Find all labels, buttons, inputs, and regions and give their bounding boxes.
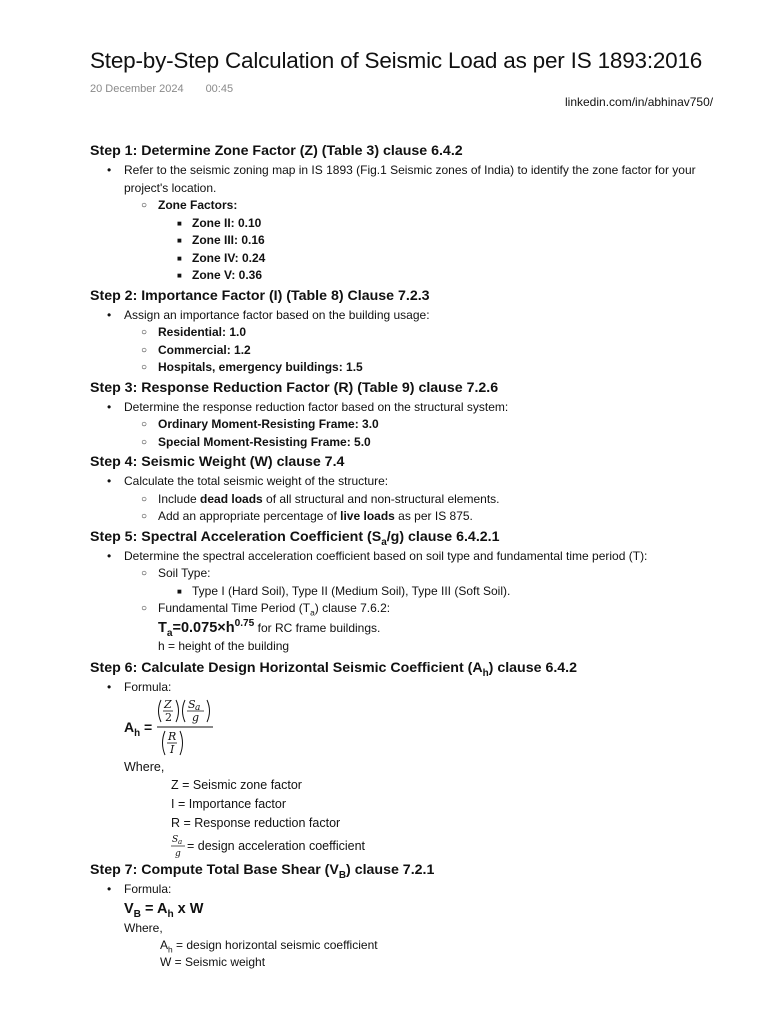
list-item: ○ Add an appropriate percentage of live loads as per IS 875. [90,508,740,526]
bullet-icon: • [107,680,112,694]
list-item: ○ Residential: 1.0 [90,324,740,342]
svg-text:2: 2 [165,710,173,724]
circle-bullet-icon: ○ [141,362,148,373]
list-item: ■ Zone V: 0.36 [90,267,740,285]
svg-text:Z: Z [164,697,172,711]
list-item: ○ Zone Factors: [90,197,740,215]
circle-bullet-icon: ○ [141,419,148,430]
page-title: Step-by-Step Calculation of Seismic Load as per IS 1893:2016 [90,48,703,73]
svg-text:g: g [192,710,200,724]
step7-heading: Step 7: Compute Total Base Shear $(V_B)$ clause 7.2.1 [90,862,435,881]
list-item: • Determine the spectral acceleration coefficient based on soil type and fundamental time period (T): [90,548,740,566]
step7-list [90,881,740,899]
circle-bullet-icon: ○ [141,327,148,338]
step2-list [90,307,740,377]
list-item: ○ Ordinary Moment-Resisting Frame: 3.0 [90,416,740,434]
bullet-icon: • [107,307,112,322]
list-item: ■ Zone IV: 0.24 [90,250,740,268]
svg-text:a: a [178,838,183,846]
step5-heading: Step 5: Spectral Acceleration Coefficient $(S_a/g)$ clause 6.4.2.1 [90,528,500,548]
definition-r: R = Response reduction factor [171,816,341,830]
step4-heading: Step 4: Seismic Weight (W) clause 7.4 [90,454,345,470]
svg-text:g: g [175,849,181,859]
bullet-icon: • [107,474,112,488]
list-item: ○ Fundamental Time Period $(T_a)$ clause 7.6.2: [141,601,391,618]
svg-text:I: I [170,742,175,756]
time: 00:45 [205,83,234,95]
definition-ah: $A_h$ = design horizontal seismic coefficient [160,938,378,955]
circle-bullet-icon: ○ [141,603,148,614]
ah-formula: $A_h$ = Z 2 S a g R I [90,697,740,759]
square-bullet-icon: ■ [177,253,182,263]
circle-bullet-icon: ○ [141,200,148,211]
svg-text:R: R [168,729,177,743]
step6-heading: Step 6: Calculate Design Horizontal Seismic Coefficient $(A_h)$ clause 6.4.2 [90,660,578,679]
square-bullet-icon: ■ [177,271,182,280]
square-bullet-icon: ■ [177,218,182,228]
list-item: ○ Commercial: 1.2 [90,342,740,360]
content [90,140,740,971]
bullet-icon: • [107,882,112,896]
timestamp [90,83,255,95]
step3-list [90,399,740,452]
where-label-2: Where, [124,920,163,935]
step5-list [90,548,740,618]
circle-bullet-icon: ○ [141,493,148,505]
svg-text:a: a [195,702,201,713]
list-item: ○ Special Moment-Resisting Frame: 5.0 [90,434,740,452]
definition-w: W = Seismic weight [160,955,266,969]
time-period-formula: $T_a=0.075\times h^{0.75}$ for RC frame buildings. [158,617,381,639]
list-item: ○ Include dead loads of all structural and non-structural elements. [90,491,740,509]
list-item: ■ Zone III: 0.16 [90,232,740,250]
fraction-formula-icon [155,697,235,759]
step4-list [90,473,740,526]
linkedin-link[interactable]: linkedin.com/in/abhinav750/ [565,95,714,109]
step1-list [90,162,740,285]
list-item: • Calculate the total seismic weight of the structure: [90,473,740,491]
base-shear-formula: $V_B = A_h$ x W [124,900,204,920]
step6-list [90,679,740,697]
list-item: ■ Type I (Hard Soil), Type II (Medium Soil), Type III (Soft Soil). [90,583,740,601]
circle-bullet-icon: ○ [141,344,148,356]
height-note: h = height of the building [158,638,290,653]
step1-heading: Step 1: Determine Zone Factor (Z) (Table 3) clause 6.4.2 [90,143,463,159]
definition-z: Z = Seismic zone factor [171,778,302,792]
square-bullet-icon: ■ [177,586,182,596]
definition-i: I = Importance factor [171,797,286,811]
list-item: • Determine the response reduction factor based on the structural system: [90,399,740,417]
list-item: ■ Zone II: 0.10 [90,215,740,233]
bullet-icon: • [107,163,112,177]
svg-text:S: S [172,835,179,845]
date: 20 December 2024 [90,83,184,95]
circle-bullet-icon: ○ [141,511,148,522]
step3-heading: Step 3: Response Reduction Factor (R) (Table 9) clause 7.2.6 [90,379,499,396]
where-label: Where, [124,759,165,774]
bullet-icon: • [107,399,112,414]
list-item: • Formula: [90,679,740,697]
list-item: • Formula: [90,881,740,899]
list-item: ○ Hospitals, emergency buildings: 1.5 [90,359,740,377]
step2-heading: Step 2: Importance Factor (I) (Table 8) Clause 7.2.3 [90,287,430,304]
list-item: • Assign an importance factor based on the building usage: [90,307,740,325]
square-bullet-icon: ■ [177,236,182,245]
definitions-2 [90,937,740,971]
sa-over-g-icon [171,833,185,859]
svg-text:S: S [188,697,196,711]
definitions [90,776,740,859]
circle-bullet-icon: ○ [141,436,148,448]
definition-sa: S a g = design acceleration coefficient [172,835,366,859]
circle-bullet-icon: ○ [141,568,148,579]
bullet-icon: • [107,548,112,563]
list-item: ○ Soil Type: [90,565,740,583]
list-item: • Refer to the seismic zoning map in IS 1893 (Fig.1 Seismic zones of India) to identify the zone factor for your project's location. [107,163,696,195]
